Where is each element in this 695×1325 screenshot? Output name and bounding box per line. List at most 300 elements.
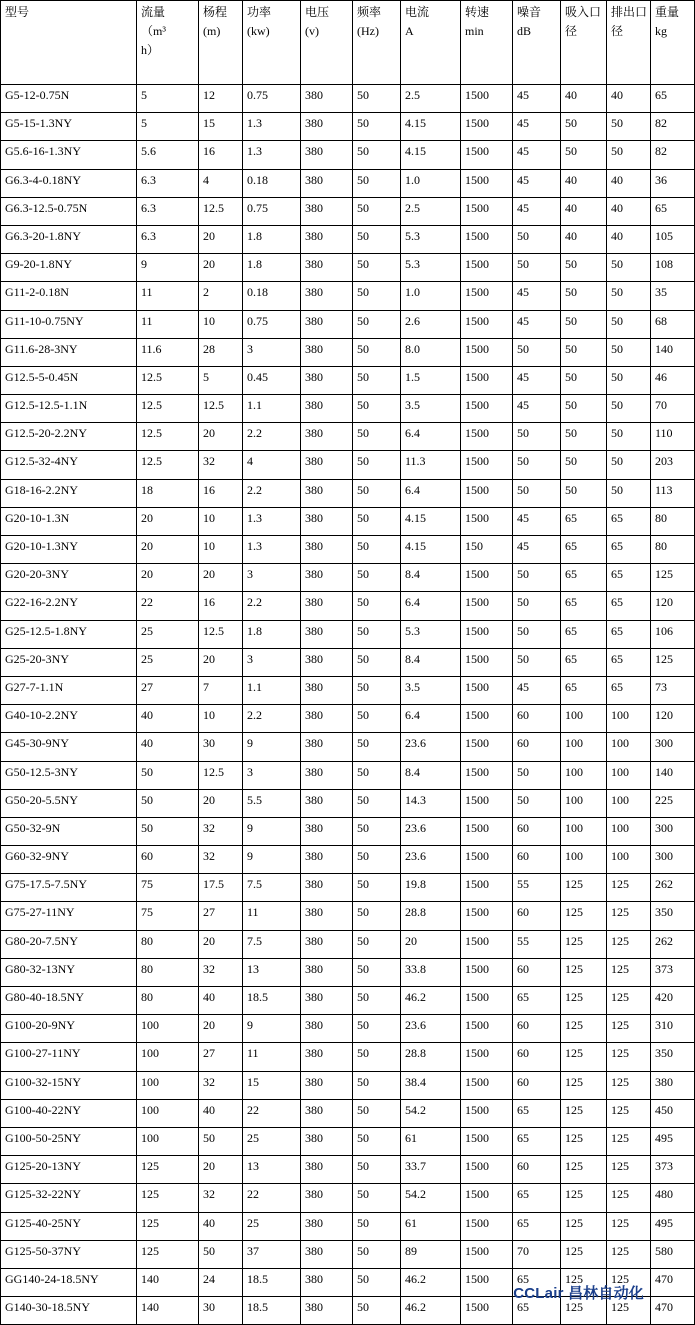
data-cell: 50	[199, 1127, 243, 1155]
data-cell: 380	[301, 1127, 353, 1155]
data-cell: 1500	[461, 761, 513, 789]
data-cell: 1500	[461, 874, 513, 902]
data-cell: 40	[199, 1212, 243, 1240]
column-header-line: (m)	[203, 24, 221, 39]
data-cell: 25	[137, 648, 199, 676]
data-cell: 125	[561, 1268, 607, 1296]
data-cell: 9	[243, 817, 301, 845]
data-cell: 20	[199, 930, 243, 958]
data-cell: 45	[513, 395, 561, 423]
data-cell: 380	[301, 817, 353, 845]
data-cell: 1.0	[401, 282, 461, 310]
column-header	[607, 1, 651, 85]
data-cell: 20	[199, 225, 243, 253]
data-cell: 18.5	[243, 1268, 301, 1296]
data-cell: 27	[137, 676, 199, 704]
data-cell: 0.18	[243, 169, 301, 197]
data-cell: 2.2	[243, 705, 301, 733]
data-cell: 50	[561, 479, 607, 507]
data-cell: 380	[301, 85, 353, 113]
table-row	[1, 169, 695, 197]
table-row	[1, 338, 695, 366]
data-cell: 50	[353, 930, 401, 958]
data-cell: 380	[301, 1071, 353, 1099]
data-cell: 50	[513, 648, 561, 676]
column-header-line: 电流	[405, 5, 430, 19]
data-cell: 380	[301, 1240, 353, 1268]
model-cell: G12.5-20-2.2NY	[1, 423, 137, 451]
data-cell: 40	[561, 85, 607, 113]
model-cell: G6.3-4-0.18NY	[1, 169, 137, 197]
data-cell: 5	[199, 366, 243, 394]
table-body	[1, 85, 695, 1325]
table-row	[1, 846, 695, 874]
data-cell: 0.75	[243, 197, 301, 225]
table-row	[1, 479, 695, 507]
model-cell: G9-20-1.8NY	[1, 254, 137, 282]
data-cell: 380	[301, 338, 353, 366]
data-cell: 65	[561, 507, 607, 535]
data-cell: 50	[607, 113, 651, 141]
model-cell: G11.6-28-3NY	[1, 338, 137, 366]
data-cell: 6.4	[401, 423, 461, 451]
data-cell: 18	[137, 479, 199, 507]
data-cell: 32	[199, 1184, 243, 1212]
model-cell: G25-20-3NY	[1, 648, 137, 676]
data-cell: 14.3	[401, 789, 461, 817]
data-cell: 100	[561, 705, 607, 733]
model-cell: G20-10-1.3N	[1, 507, 137, 535]
data-cell: 22	[243, 1099, 301, 1127]
data-cell: 13	[243, 1156, 301, 1184]
data-cell: 50	[353, 1184, 401, 1212]
data-cell: 125	[607, 902, 651, 930]
data-cell: 1.0	[401, 169, 461, 197]
data-cell: 11	[243, 902, 301, 930]
data-cell: 125	[607, 1212, 651, 1240]
data-cell: 125	[137, 1212, 199, 1240]
data-cell: 380	[301, 197, 353, 225]
data-cell: 380	[301, 1184, 353, 1212]
data-cell: 61	[401, 1127, 461, 1155]
column-header-line: 重量	[655, 5, 680, 19]
data-cell: 50	[353, 1240, 401, 1268]
table-row	[1, 930, 695, 958]
data-cell: 2.5	[401, 197, 461, 225]
data-cell: 54.2	[401, 1184, 461, 1212]
data-cell: 50	[137, 789, 199, 817]
data-cell: 60	[513, 958, 561, 986]
data-cell: 40	[199, 1099, 243, 1127]
model-cell: G100-32-15NY	[1, 1071, 137, 1099]
data-cell: 1500	[461, 564, 513, 592]
table-row	[1, 1240, 695, 1268]
data-cell: 1500	[461, 705, 513, 733]
data-cell: 1500	[461, 113, 513, 141]
data-cell: 100	[137, 1071, 199, 1099]
data-cell: 50	[353, 987, 401, 1015]
data-cell: 65	[607, 564, 651, 592]
data-cell: 20	[199, 1015, 243, 1043]
model-cell: G12.5-32-4NY	[1, 451, 137, 479]
column-header-line: 杨程	[203, 5, 228, 19]
data-cell: 470	[651, 1268, 695, 1296]
data-cell: 380	[301, 113, 353, 141]
data-cell: 12.5	[137, 395, 199, 423]
data-cell: 105	[651, 225, 695, 253]
data-cell: 25	[243, 1127, 301, 1155]
data-cell: 1500	[461, 1127, 513, 1155]
data-cell: 0.45	[243, 366, 301, 394]
data-cell: 380	[301, 282, 353, 310]
data-cell: 1500	[461, 395, 513, 423]
model-cell: G125-32-22NY	[1, 1184, 137, 1212]
model-cell: G80-40-18.5NY	[1, 987, 137, 1015]
table-row	[1, 113, 695, 141]
data-cell: 80	[137, 930, 199, 958]
data-cell: 140	[651, 761, 695, 789]
data-cell: 10	[199, 536, 243, 564]
data-cell: 12.5	[137, 423, 199, 451]
data-cell: 46.2	[401, 987, 461, 1015]
table-row	[1, 902, 695, 930]
data-cell: 1500	[461, 479, 513, 507]
data-cell: 373	[651, 958, 695, 986]
data-cell: 32	[199, 451, 243, 479]
data-cell: 50	[561, 395, 607, 423]
data-cell: 46	[651, 366, 695, 394]
data-cell: 45	[513, 197, 561, 225]
column-header	[199, 1, 243, 85]
data-cell: 1500	[461, 169, 513, 197]
data-cell: 125	[561, 930, 607, 958]
data-cell: 120	[651, 705, 695, 733]
table-row	[1, 1043, 695, 1071]
data-cell: 125	[561, 1156, 607, 1184]
data-cell: 495	[651, 1212, 695, 1240]
data-cell: 6.4	[401, 479, 461, 507]
data-cell: 1500	[461, 1071, 513, 1099]
column-header	[1, 1, 137, 85]
data-cell: 2	[199, 282, 243, 310]
data-cell: 1500	[461, 451, 513, 479]
model-cell: G100-20-9NY	[1, 1015, 137, 1043]
data-cell: 2.5	[401, 85, 461, 113]
column-header-line: 电压	[305, 5, 330, 19]
data-cell: 23.6	[401, 1015, 461, 1043]
data-cell: 100	[561, 733, 607, 761]
table-row	[1, 987, 695, 1015]
data-cell: 50	[353, 1268, 401, 1296]
data-cell: 1.3	[243, 507, 301, 535]
table-row	[1, 705, 695, 733]
column-header-line: 流量	[141, 5, 166, 19]
table-row	[1, 85, 695, 113]
data-cell: 60	[513, 902, 561, 930]
data-cell: 13	[243, 958, 301, 986]
model-cell: G140-30-18.5NY	[1, 1297, 137, 1325]
data-cell: 89	[401, 1240, 461, 1268]
data-cell: 50	[353, 479, 401, 507]
data-cell: 65	[561, 564, 607, 592]
data-cell: 40	[607, 225, 651, 253]
data-cell: 50	[561, 254, 607, 282]
table-header-row	[1, 1, 695, 85]
table-row	[1, 620, 695, 648]
data-cell: 380	[301, 789, 353, 817]
data-cell: 380	[301, 395, 353, 423]
data-cell: 1.1	[243, 395, 301, 423]
data-cell: 50	[353, 789, 401, 817]
data-cell: 11.6	[137, 338, 199, 366]
data-cell: 27	[199, 902, 243, 930]
data-cell: 11	[137, 310, 199, 338]
data-cell: 50	[353, 817, 401, 845]
data-cell: 140	[137, 1297, 199, 1325]
data-cell: 50	[353, 536, 401, 564]
data-cell: 380	[301, 507, 353, 535]
data-cell: 50	[607, 479, 651, 507]
data-cell: 262	[651, 874, 695, 902]
data-cell: 80	[651, 536, 695, 564]
model-cell: G11-10-0.75NY	[1, 310, 137, 338]
data-cell: 16	[199, 592, 243, 620]
data-cell: 50	[353, 282, 401, 310]
data-cell: 16	[199, 141, 243, 169]
model-cell: G6.3-12.5-0.75N	[1, 197, 137, 225]
data-cell: 45	[513, 536, 561, 564]
data-cell: 2.6	[401, 310, 461, 338]
data-cell: 380	[301, 705, 353, 733]
data-cell: 125	[607, 1268, 651, 1296]
data-cell: 380	[301, 564, 353, 592]
data-cell: 125	[607, 1071, 651, 1099]
data-cell: 100	[561, 846, 607, 874]
data-cell: 35	[651, 282, 695, 310]
data-cell: 80	[137, 987, 199, 1015]
model-cell: G60-32-9NY	[1, 846, 137, 874]
data-cell: 420	[651, 987, 695, 1015]
data-cell: 55	[513, 874, 561, 902]
data-cell: 40	[137, 733, 199, 761]
column-header	[561, 1, 607, 85]
data-cell: 60	[513, 1156, 561, 1184]
data-cell: 1500	[461, 1043, 513, 1071]
data-cell: 22	[243, 1184, 301, 1212]
data-cell: 75	[137, 874, 199, 902]
data-cell: 24	[199, 1268, 243, 1296]
data-cell: 125	[561, 1099, 607, 1127]
data-cell: 125	[607, 1099, 651, 1127]
data-cell: 50	[353, 1071, 401, 1099]
data-cell: 50	[607, 282, 651, 310]
data-cell: 100	[607, 761, 651, 789]
data-cell: 19.8	[401, 874, 461, 902]
data-cell: 125	[561, 1184, 607, 1212]
data-cell: 30	[199, 1297, 243, 1325]
data-cell: 125	[561, 1212, 607, 1240]
table-row	[1, 1156, 695, 1184]
data-cell: 480	[651, 1184, 695, 1212]
data-cell: 7.5	[243, 874, 301, 902]
data-cell: 9	[243, 733, 301, 761]
data-cell: 20	[137, 507, 199, 535]
data-cell: 50	[607, 141, 651, 169]
data-cell: 300	[651, 846, 695, 874]
data-cell: 60	[513, 1071, 561, 1099]
column-header-line: kg	[655, 24, 667, 39]
data-cell: 380	[301, 225, 353, 253]
data-cell: 1500	[461, 141, 513, 169]
data-cell: 125	[607, 930, 651, 958]
data-cell: 2.2	[243, 592, 301, 620]
data-cell: 50	[561, 366, 607, 394]
data-cell: 65	[561, 536, 607, 564]
data-cell: 50	[607, 366, 651, 394]
data-cell: 1500	[461, 817, 513, 845]
model-cell: G75-17.5-7.5NY	[1, 874, 137, 902]
data-cell: 380	[651, 1071, 695, 1099]
data-cell: 125	[561, 1127, 607, 1155]
data-cell: 100	[561, 789, 607, 817]
data-cell: 50	[353, 733, 401, 761]
column-header-line: （m³	[141, 24, 166, 39]
data-cell: 1500	[461, 1099, 513, 1127]
data-cell: 50	[513, 338, 561, 366]
watermark-brand: CCLair	[513, 1285, 564, 1302]
table-row	[1, 254, 695, 282]
data-cell: 1500	[461, 930, 513, 958]
data-cell: 11	[137, 282, 199, 310]
model-cell: G125-50-37NY	[1, 1240, 137, 1268]
column-header-line: 功率	[247, 5, 272, 19]
data-cell: 65	[651, 85, 695, 113]
model-cell: G100-27-11NY	[1, 1043, 137, 1071]
data-cell: 50	[137, 817, 199, 845]
data-cell: 36	[651, 169, 695, 197]
model-cell: G40-10-2.2NY	[1, 705, 137, 733]
model-cell: G5-15-1.3NY	[1, 113, 137, 141]
data-cell: 45	[513, 310, 561, 338]
watermark	[513, 1282, 644, 1303]
table-row	[1, 817, 695, 845]
column-header-line: 噪音	[517, 5, 542, 19]
table-row	[1, 1127, 695, 1155]
data-cell: 125	[561, 1071, 607, 1099]
column-header-line: 转速	[465, 5, 490, 19]
model-cell: G45-30-9NY	[1, 733, 137, 761]
data-cell: 380	[301, 761, 353, 789]
table-row	[1, 789, 695, 817]
model-cell: G125-40-25NY	[1, 1212, 137, 1240]
data-cell: 9	[243, 846, 301, 874]
data-cell: 50	[607, 423, 651, 451]
table-row	[1, 423, 695, 451]
data-cell: 50	[513, 451, 561, 479]
data-cell: 50	[513, 564, 561, 592]
data-cell: 20	[199, 564, 243, 592]
data-cell: 1500	[461, 620, 513, 648]
data-cell: 300	[651, 817, 695, 845]
data-cell: 5.3	[401, 620, 461, 648]
data-cell: 65	[607, 507, 651, 535]
data-cell: 1500	[461, 902, 513, 930]
data-cell: 125	[137, 1156, 199, 1184]
data-cell: 46.2	[401, 1268, 461, 1296]
data-cell: 6.3	[137, 197, 199, 225]
data-cell: 30	[199, 733, 243, 761]
data-cell: 73	[651, 676, 695, 704]
data-cell: 50	[353, 902, 401, 930]
table-row	[1, 676, 695, 704]
data-cell: 470	[651, 1297, 695, 1325]
data-cell: 125	[607, 1184, 651, 1212]
table-row	[1, 874, 695, 902]
table-row	[1, 197, 695, 225]
data-cell: 6.4	[401, 705, 461, 733]
data-cell: 46.2	[401, 1297, 461, 1325]
data-cell: 20	[137, 564, 199, 592]
data-cell: 4.15	[401, 141, 461, 169]
column-header-line: 型号	[5, 5, 30, 19]
data-cell: 32	[199, 958, 243, 986]
data-cell: 100	[137, 1043, 199, 1071]
data-cell: 380	[301, 620, 353, 648]
data-cell: 60	[513, 1015, 561, 1043]
data-cell: 125	[607, 1127, 651, 1155]
data-cell: 50	[353, 1099, 401, 1127]
data-cell: 50	[607, 254, 651, 282]
data-cell: 495	[651, 1127, 695, 1155]
data-cell: 60	[137, 846, 199, 874]
data-cell: 50	[513, 592, 561, 620]
data-cell: 5.3	[401, 225, 461, 253]
table-row	[1, 564, 695, 592]
data-cell: 1500	[461, 846, 513, 874]
data-cell: 125	[561, 1297, 607, 1325]
data-cell: 5	[137, 113, 199, 141]
data-cell: 0.75	[243, 85, 301, 113]
data-cell: 23.6	[401, 733, 461, 761]
data-cell: 380	[301, 1043, 353, 1071]
data-cell: 4.15	[401, 507, 461, 535]
data-cell: 3	[243, 648, 301, 676]
model-cell: G50-12.5-3NY	[1, 761, 137, 789]
data-cell: 3	[243, 761, 301, 789]
data-cell: 65	[607, 676, 651, 704]
data-cell: 28.8	[401, 1043, 461, 1071]
data-cell: 50	[513, 254, 561, 282]
data-cell: 50	[199, 1240, 243, 1268]
data-cell: 65	[607, 648, 651, 676]
data-cell: 16	[199, 479, 243, 507]
data-cell: 23.6	[401, 846, 461, 874]
data-cell: 11.3	[401, 451, 461, 479]
data-cell: 82	[651, 113, 695, 141]
data-cell: 1500	[461, 733, 513, 761]
data-cell: 27	[199, 1043, 243, 1071]
data-cell: 100	[137, 1015, 199, 1043]
data-cell: 380	[301, 676, 353, 704]
data-cell: 18.5	[243, 987, 301, 1015]
data-cell: 1500	[461, 1268, 513, 1296]
column-header-line: h）	[141, 43, 160, 58]
column-header	[301, 1, 353, 85]
data-cell: 580	[651, 1240, 695, 1268]
data-cell: 108	[651, 254, 695, 282]
data-cell: 1.3	[243, 113, 301, 141]
data-cell: 50	[353, 564, 401, 592]
